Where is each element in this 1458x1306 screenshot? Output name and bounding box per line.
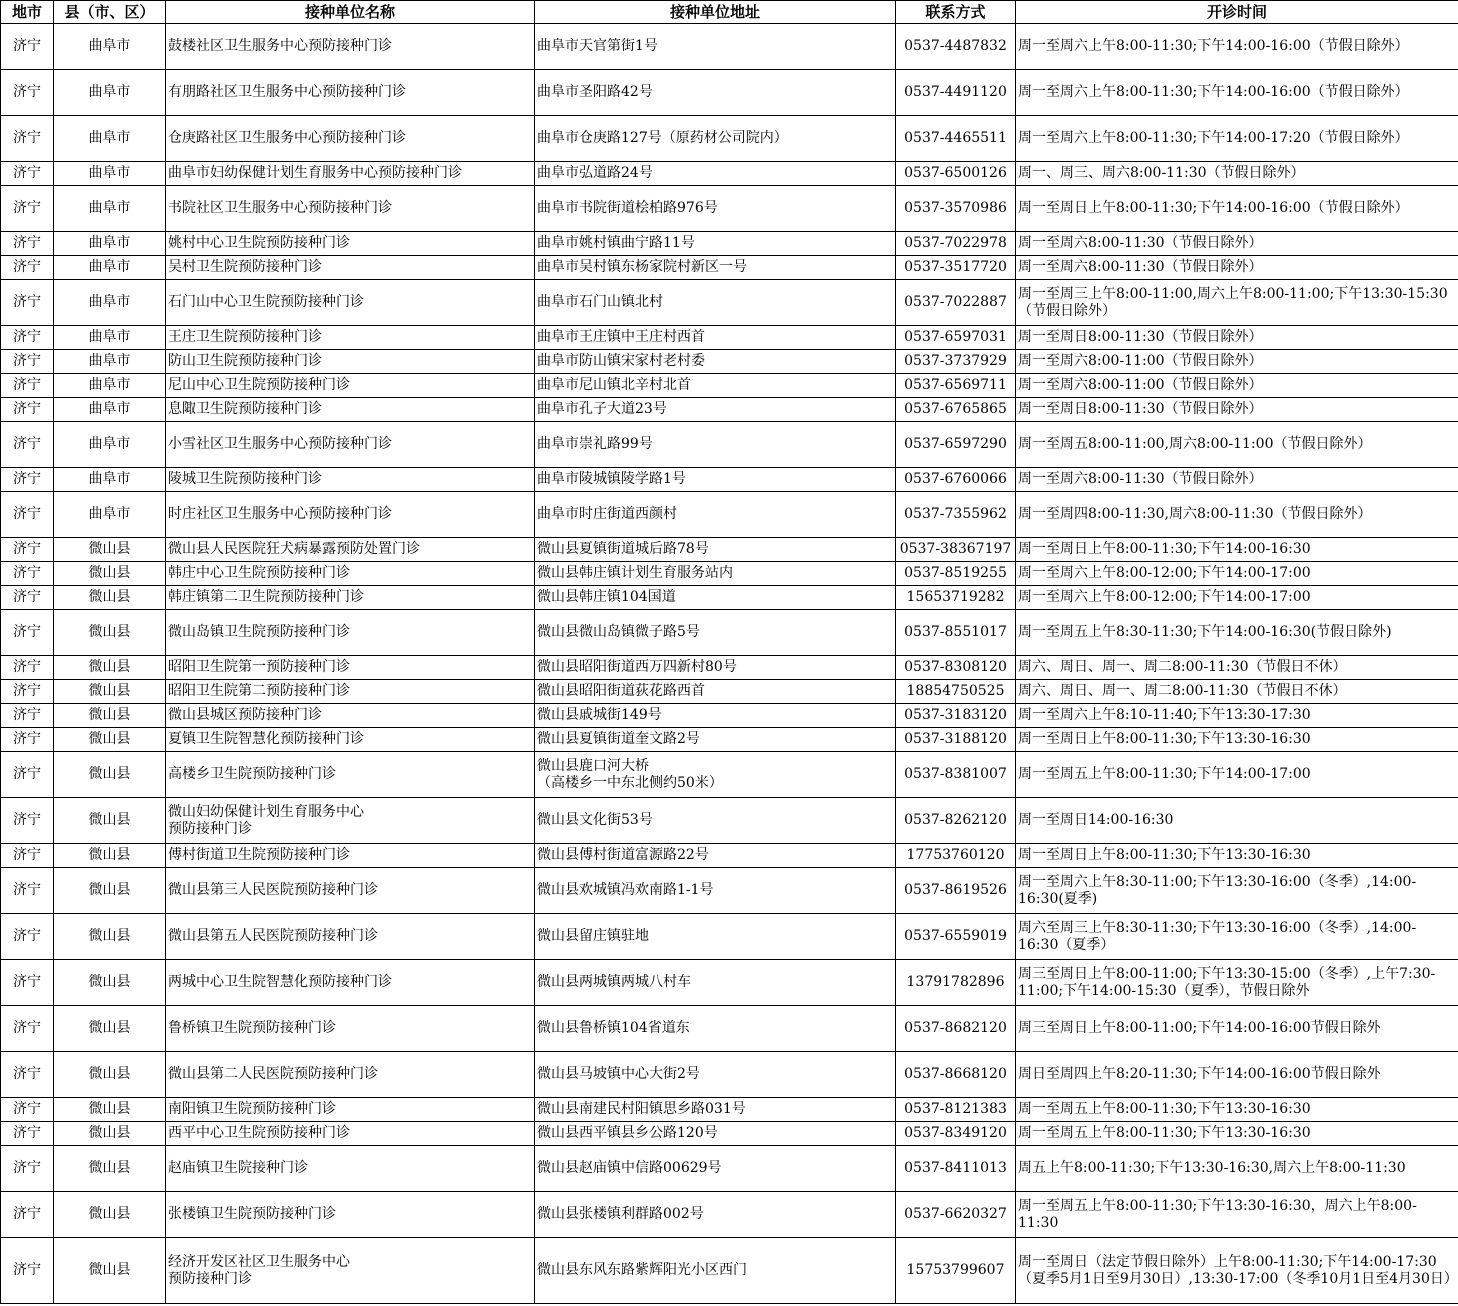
cell-county: 微山县: [54, 586, 166, 610]
cell-hours: 周一至周六上午8:00-11:30;下午14:00-17:20（节假日除外）: [1016, 116, 1458, 162]
cell-site-address: 微山县韩庄镇104国道: [535, 586, 896, 610]
cell-hours: 周一至周日上午8:00-11:30;下午13:30-16:30: [1016, 844, 1458, 868]
cell-site-name: 防山卫生院预防接种门诊: [166, 350, 535, 374]
cell-contact: 0537-6760066: [896, 468, 1016, 492]
cell-site-address: 微山县欢城镇冯欢南路1-1号: [535, 868, 896, 914]
table-row: [1, 256, 1458, 280]
cell-hours: 周一至周六上午8:30-11:00;下午13:30-16:00（冬季）,14:00-16:30(夏季): [1016, 868, 1458, 914]
table-row: [1, 656, 1458, 680]
table-row: [1, 398, 1458, 422]
cell-site-address: 微山县鲁桥镇104省道东: [535, 1006, 896, 1052]
cell-city: 济宁: [1, 70, 54, 116]
cell-hours: 周日至周四上午8:20-11:30;下午14:00-16:00节假日除外: [1016, 1052, 1458, 1098]
cell-site-address: 微山县张楼镇利群路002号: [535, 1192, 896, 1238]
header-site-name: 接种单位名称: [166, 1, 535, 24]
cell-county: 微山县: [54, 1192, 166, 1238]
cell-hours: 周六至周三上午8:30-11:30;下午13:30-16:00（冬季）,14:00-16:30（夏季）: [1016, 914, 1458, 960]
cell-county: 曲阜市: [54, 24, 166, 70]
cell-city: 济宁: [1, 398, 54, 422]
cell-hours: 周一至周日上午8:00-11:30;下午13:30-16:30: [1016, 728, 1458, 752]
cell-city: 济宁: [1, 1122, 54, 1146]
cell-hours: 周一至周六8:00-11:30（节假日除外）: [1016, 232, 1458, 256]
cell-county: 微山县: [54, 1146, 166, 1192]
cell-county: 微山县: [54, 1006, 166, 1052]
cell-hours: 周一至周五上午8:30-11:30;下午14:00-16:30(节假日除外): [1016, 610, 1458, 656]
cell-site-name: 经济开发区社区卫生服务中心 预防接种门诊: [166, 1238, 535, 1304]
cell-contact: 0537-3570986: [896, 186, 1016, 232]
cell-site-name: 微山县第五人民医院预防接种门诊: [166, 914, 535, 960]
cell-county: 曲阜市: [54, 374, 166, 398]
table-row: [1, 350, 1458, 374]
cell-city: 济宁: [1, 162, 54, 186]
table-row: [1, 1122, 1458, 1146]
cell-site-address: 曲阜市天官第街1号: [535, 24, 896, 70]
cell-contact: 0537-7355962: [896, 492, 1016, 538]
cell-city: 济宁: [1, 680, 54, 704]
cell-site-address: 微山县文化街53号: [535, 798, 896, 844]
cell-site-address: 曲阜市吴村镇东杨家院村新区一号: [535, 256, 896, 280]
cell-site-address: 曲阜市尼山镇北辛村北首: [535, 374, 896, 398]
cell-hours: 周一至周六8:00-11:00（节假日除外）: [1016, 350, 1458, 374]
cell-county: 微山县: [54, 798, 166, 844]
cell-county: 微山县: [54, 610, 166, 656]
cell-county: 微山县: [54, 728, 166, 752]
cell-county: 微山县: [54, 680, 166, 704]
cell-site-name: 有朋路社区卫生服务中心预防接种门诊: [166, 70, 535, 116]
table-row: [1, 1052, 1458, 1098]
cell-city: 济宁: [1, 422, 54, 468]
cell-site-address: 微山县赵庙镇中信路00629号: [535, 1146, 896, 1192]
cell-city: 济宁: [1, 1052, 54, 1098]
cell-contact: 15753799607: [896, 1238, 1016, 1304]
table-row: [1, 1006, 1458, 1052]
cell-site-address: 微山县留庄镇驻地: [535, 914, 896, 960]
cell-site-name: 吴村卫生院预防接种门诊: [166, 256, 535, 280]
cell-city: 济宁: [1, 256, 54, 280]
cell-site-address: 微山县东风东路紫辉阳光小区西门: [535, 1238, 896, 1304]
cell-county: 微山县: [54, 1122, 166, 1146]
cell-hours: 周一至周日14:00-16:30: [1016, 798, 1458, 844]
table-row: [1, 162, 1458, 186]
cell-site-address: 曲阜市崇礼路99号: [535, 422, 896, 468]
cell-site-address: 曲阜市仓庚路127号（原药材公司院内）: [535, 116, 896, 162]
cell-site-address: 曲阜市防山镇宋家村老村委: [535, 350, 896, 374]
cell-city: 济宁: [1, 586, 54, 610]
cell-site-address: 曲阜市书院街道桧柏路976号: [535, 186, 896, 232]
cell-site-address: 曲阜市时庄街道西颜村: [535, 492, 896, 538]
cell-contact: 0537-8519255: [896, 562, 1016, 586]
header-hours: 开诊时间: [1016, 1, 1458, 24]
cell-city: 济宁: [1, 24, 54, 70]
cell-contact: 0537-3188120: [896, 728, 1016, 752]
cell-hours: 周六、周日、周一、周二8:00-11:30（节假日不休）: [1016, 656, 1458, 680]
table-row: [1, 798, 1458, 844]
table-row: [1, 538, 1458, 562]
cell-county: 曲阜市: [54, 492, 166, 538]
table-row: [1, 1098, 1458, 1122]
cell-county: 曲阜市: [54, 422, 166, 468]
table-row: [1, 1238, 1458, 1304]
cell-site-name: 夏镇卫生院智慧化预防接种门诊: [166, 728, 535, 752]
cell-hours: 周一至周六8:00-11:30（节假日除外）: [1016, 468, 1458, 492]
cell-site-name: 微山县第三人民医院预防接种门诊: [166, 868, 535, 914]
cell-site-address: 微山县南建民村阳镇思乡路031号: [535, 1098, 896, 1122]
cell-city: 济宁: [1, 1006, 54, 1052]
cell-hours: 周一至周四8:00-11:30,周六8:00-11:30（节假日除外）: [1016, 492, 1458, 538]
cell-site-name: 陵城卫生院预防接种门诊: [166, 468, 535, 492]
cell-city: 济宁: [1, 844, 54, 868]
cell-contact: 0537-3517720: [896, 256, 1016, 280]
header-row: [1, 1, 1458, 24]
table-row: [1, 24, 1458, 70]
table-row: [1, 374, 1458, 398]
cell-county: 曲阜市: [54, 162, 166, 186]
cell-hours: 周一至周六上午8:00-11:30;下午14:00-16:00（节假日除外）: [1016, 24, 1458, 70]
cell-contact: 0537-6559019: [896, 914, 1016, 960]
header-contact: 联系方式: [896, 1, 1016, 24]
cell-site-address: 微山县昭阳街道西万四新村80号: [535, 656, 896, 680]
cell-county: 微山县: [54, 844, 166, 868]
cell-site-name: 韩庄中心卫生院预防接种门诊: [166, 562, 535, 586]
cell-city: 济宁: [1, 232, 54, 256]
cell-site-name: 鲁桥镇卫生院预防接种门诊: [166, 1006, 535, 1052]
cell-hours: 周一至周六8:00-11:00（节假日除外）: [1016, 374, 1458, 398]
table-row: [1, 562, 1458, 586]
cell-site-name: 息陬卫生院预防接种门诊: [166, 398, 535, 422]
cell-hours: 周一至周日上午8:00-11:30;下午14:00-16:00（节假日除外）: [1016, 186, 1458, 232]
table-row: [1, 1192, 1458, 1238]
cell-site-address: 微山县傅村街道富源路22号: [535, 844, 896, 868]
cell-site-address: 曲阜市石门山镇北村: [535, 280, 896, 326]
cell-site-name: 微山县城区预防接种门诊: [166, 704, 535, 728]
cell-county: 微山县: [54, 960, 166, 1006]
cell-contact: 0537-38367197: [896, 538, 1016, 562]
cell-contact: 0537-8668120: [896, 1052, 1016, 1098]
cell-county: 曲阜市: [54, 398, 166, 422]
cell-site-address: 曲阜市孔子大道23号: [535, 398, 896, 422]
cell-site-name: 微山县人民医院狂犬病暴露预防处置门诊: [166, 538, 535, 562]
cell-county: 曲阜市: [54, 232, 166, 256]
cell-contact: 0537-8682120: [896, 1006, 1016, 1052]
table-row: [1, 422, 1458, 468]
table-row: [1, 586, 1458, 610]
cell-city: 济宁: [1, 704, 54, 728]
cell-hours: 周三至周日上午8:00-11:00;下午13:30-15:00（冬季）,上午7:30-11:00;下午14:00-15:30（夏季），节假日除外: [1016, 960, 1458, 1006]
cell-site-name: 微山妇幼保健计划生育服务中心 预防接种门诊: [166, 798, 535, 844]
table-row: [1, 844, 1458, 868]
cell-county: 微山县: [54, 538, 166, 562]
table-row: [1, 752, 1458, 798]
cell-county: 曲阜市: [54, 186, 166, 232]
cell-site-address: 微山县戚城街149号: [535, 704, 896, 728]
header-county: 县（市、区）: [54, 1, 166, 24]
table-row: [1, 280, 1458, 326]
cell-city: 济宁: [1, 798, 54, 844]
cell-county: 微山县: [54, 1052, 166, 1098]
cell-contact: 0537-8551017: [896, 610, 1016, 656]
cell-county: 微山县: [54, 562, 166, 586]
cell-county: 曲阜市: [54, 468, 166, 492]
cell-site-name: 赵庙镇卫生院接种门诊: [166, 1146, 535, 1192]
cell-hours: 周一至周六上午8:00-12:00;下午14:00-17:00: [1016, 586, 1458, 610]
table-row: [1, 868, 1458, 914]
cell-city: 济宁: [1, 492, 54, 538]
cell-contact: 0537-6597290: [896, 422, 1016, 468]
cell-county: 微山县: [54, 752, 166, 798]
cell-county: 曲阜市: [54, 70, 166, 116]
cell-hours: 周五上午8:00-11:30;下午13:30-16:30,周六上午8:00-11:30: [1016, 1146, 1458, 1192]
cell-site-address: 曲阜市圣阳路42号: [535, 70, 896, 116]
cell-site-address: 曲阜市王庄镇中王庄村西首: [535, 326, 896, 350]
cell-site-address: 微山县夏镇街道奎文路2号: [535, 728, 896, 752]
cell-hours: 周一至周五上午8:00-11:30;下午13:30-16:30: [1016, 1122, 1458, 1146]
cell-site-name: 傅村街道卫生院预防接种门诊: [166, 844, 535, 868]
cell-city: 济宁: [1, 728, 54, 752]
cell-county: 微山县: [54, 1098, 166, 1122]
cell-site-name: 昭阳卫生院第二预防接种门诊: [166, 680, 535, 704]
cell-contact: 0537-8262120: [896, 798, 1016, 844]
cell-hours: 周一至周五上午8:00-11:30;下午13:30-16:30: [1016, 1098, 1458, 1122]
cell-city: 济宁: [1, 468, 54, 492]
cell-site-name: 王庄卫生院预防接种门诊: [166, 326, 535, 350]
cell-hours: 周一、周三、周六8:00-11:30（节假日除外）: [1016, 162, 1458, 186]
cell-county: 曲阜市: [54, 256, 166, 280]
cell-contact: 0537-6569711: [896, 374, 1016, 398]
cell-site-address: 微山县两城镇两城八村车: [535, 960, 896, 1006]
cell-site-name: 鼓楼社区卫生服务中心预防接种门诊: [166, 24, 535, 70]
cell-contact: 0537-8619526: [896, 868, 1016, 914]
cell-contact: 0537-8411013: [896, 1146, 1016, 1192]
cell-site-address: 曲阜市弘道路24号: [535, 162, 896, 186]
table-row: [1, 116, 1458, 162]
cell-contact: 0537-3183120: [896, 704, 1016, 728]
cell-contact: 0537-6765865: [896, 398, 1016, 422]
cell-contact: 0537-8349120: [896, 1122, 1016, 1146]
cell-city: 济宁: [1, 186, 54, 232]
cell-city: 济宁: [1, 350, 54, 374]
cell-site-name: 小雪社区卫生服务中心预防接种门诊: [166, 422, 535, 468]
table-row: [1, 704, 1458, 728]
cell-hours: 周一至周日8:00-11:30（节假日除外）: [1016, 398, 1458, 422]
cell-contact: 17753760120: [896, 844, 1016, 868]
cell-contact: 0537-4491120: [896, 70, 1016, 116]
cell-hours: 周一至周六上午8:00-12:00;下午14:00-17:00: [1016, 562, 1458, 586]
cell-site-address: 微山县西平镇县乡公路120号: [535, 1122, 896, 1146]
cell-contact: 0537-6597031: [896, 326, 1016, 350]
cell-county: 微山县: [54, 914, 166, 960]
cell-site-name: 两城中心卫生院智慧化预防接种门诊: [166, 960, 535, 1006]
cell-city: 济宁: [1, 868, 54, 914]
cell-contact: 0537-4487832: [896, 24, 1016, 70]
cell-city: 济宁: [1, 610, 54, 656]
cell-county: 微山县: [54, 704, 166, 728]
cell-hours: 周一至周五上午8:00-11:30;下午13:30-16:30，周六上午8:00-11:30: [1016, 1192, 1458, 1238]
cell-city: 济宁: [1, 538, 54, 562]
table-row: [1, 1146, 1458, 1192]
cell-contact: 0537-3737929: [896, 350, 1016, 374]
cell-city: 济宁: [1, 374, 54, 398]
cell-contact: 0537-7022887: [896, 280, 1016, 326]
cell-contact: 0537-8381007: [896, 752, 1016, 798]
cell-county: 微山县: [54, 656, 166, 680]
cell-hours: 周六、周日、周一、周二8:00-11:30（节假日不休）: [1016, 680, 1458, 704]
cell-city: 济宁: [1, 1192, 54, 1238]
cell-city: 济宁: [1, 656, 54, 680]
cell-hours: 周一至周五上午8:00-11:30;下午14:00-17:00: [1016, 752, 1458, 798]
table-row: [1, 960, 1458, 1006]
cell-site-name: 高楼乡卫生院预防接种门诊: [166, 752, 535, 798]
table-row: [1, 232, 1458, 256]
cell-county: 曲阜市: [54, 280, 166, 326]
cell-hours: 周一至周六8:00-11:30（节假日除外）: [1016, 256, 1458, 280]
table-row: [1, 326, 1458, 350]
cell-city: 济宁: [1, 960, 54, 1006]
cell-city: 济宁: [1, 1146, 54, 1192]
cell-site-name: 石门山中心卫生院预防接种门诊: [166, 280, 535, 326]
table-row: [1, 492, 1458, 538]
cell-contact: 0537-6620327: [896, 1192, 1016, 1238]
cell-site-address: 微山县马坡镇中心大街2号: [535, 1052, 896, 1098]
cell-hours: 周一至周六上午8:10-11:40;下午13:30-17:30: [1016, 704, 1458, 728]
cell-site-address: 微山县鹿口河大桥 （高楼乡一中东北侧约50米）: [535, 752, 896, 798]
cell-city: 济宁: [1, 280, 54, 326]
cell-contact: 0537-4465511: [896, 116, 1016, 162]
cell-site-name: 姚村中心卫生院预防接种门诊: [166, 232, 535, 256]
cell-site-name: 微山县第二人民医院预防接种门诊: [166, 1052, 535, 1098]
cell-city: 济宁: [1, 1098, 54, 1122]
cell-city: 济宁: [1, 116, 54, 162]
cell-contact: 0537-6500126: [896, 162, 1016, 186]
cell-contact: 0537-7022978: [896, 232, 1016, 256]
header-city: 地市: [1, 1, 54, 24]
cell-hours: 周一至周五8:00-11:00,周六8:00-11:00（节假日除外）: [1016, 422, 1458, 468]
cell-contact: 18854750525: [896, 680, 1016, 704]
cell-hours: 周三至周日上午8:00-11:00;下午14:00-16:00节假日除外: [1016, 1006, 1458, 1052]
cell-site-name: 书院社区卫生服务中心预防接种门诊: [166, 186, 535, 232]
cell-contact: 15653719282: [896, 586, 1016, 610]
cell-site-name: 微山岛镇卫生院预防接种门诊: [166, 610, 535, 656]
cell-hours: 周一至周日上午8:00-11:30;下午14:00-16:30: [1016, 538, 1458, 562]
cell-county: 微山县: [54, 868, 166, 914]
cell-county: 曲阜市: [54, 116, 166, 162]
cell-hours: 周一至周三上午8:00-11:00,周六上午8:00-11:00;下午13:30-15:30（节假日除外）: [1016, 280, 1458, 326]
cell-site-address: 微山县夏镇街道城后路78号: [535, 538, 896, 562]
cell-site-name: 南阳镇卫生院预防接种门诊: [166, 1098, 535, 1122]
table-row: [1, 680, 1458, 704]
cell-city: 济宁: [1, 752, 54, 798]
cell-contact: 0537-8121383: [896, 1098, 1016, 1122]
table-row: [1, 468, 1458, 492]
cell-hours: 周一至周日8:00-11:30（节假日除外）: [1016, 326, 1458, 350]
cell-site-name: 曲阜市妇幼保健计划生育服务中心预防接种门诊: [166, 162, 535, 186]
cell-site-address: 微山县昭阳街道荻花路西首: [535, 680, 896, 704]
cell-site-name: 张楼镇卫生院预防接种门诊: [166, 1192, 535, 1238]
header-site-address: 接种单位地址: [535, 1, 896, 24]
cell-site-address: 微山县韩庄镇计划生育服务站内: [535, 562, 896, 586]
cell-contact: 0537-8308120: [896, 656, 1016, 680]
cell-site-address: 曲阜市陵城镇陵学路1号: [535, 468, 896, 492]
cell-city: 济宁: [1, 1238, 54, 1304]
cell-city: 济宁: [1, 914, 54, 960]
cell-site-name: 时庄社区卫生服务中心预防接种门诊: [166, 492, 535, 538]
cell-site-name: 昭阳卫生院第一预防接种门诊: [166, 656, 535, 680]
cell-county: 曲阜市: [54, 326, 166, 350]
cell-city: 济宁: [1, 562, 54, 586]
cell-site-name: 尼山中心卫生院预防接种门诊: [166, 374, 535, 398]
cell-site-name: 西平中心卫生院预防接种门诊: [166, 1122, 535, 1146]
table-body: [1, 24, 1458, 1304]
cell-city: 济宁: [1, 326, 54, 350]
cell-county: 微山县: [54, 1238, 166, 1304]
cell-site-address: 曲阜市姚村镇曲宁路11号: [535, 232, 896, 256]
cell-site-name: 仓庚路社区卫生服务中心预防接种门诊: [166, 116, 535, 162]
table-row: [1, 728, 1458, 752]
table-row: [1, 70, 1458, 116]
cell-site-name: 韩庄镇第二卫生院预防接种门诊: [166, 586, 535, 610]
table-row: [1, 610, 1458, 656]
table-row: [1, 186, 1458, 232]
cell-hours: 周一至周日（法定节假日除外）上午8:00-11:30;下午14:00-17:30（夏季5月1日至9月30日）,13:30-17:00（冬季10月1日至4月30日）: [1016, 1238, 1458, 1304]
cell-contact: 13791782896: [896, 960, 1016, 1006]
cell-hours: 周一至周六上午8:00-11:30;下午14:00-16:00（节假日除外）: [1016, 70, 1458, 116]
cell-county: 曲阜市: [54, 350, 166, 374]
cell-site-address: 微山县微山岛镇微子路5号: [535, 610, 896, 656]
table-row: [1, 914, 1458, 960]
